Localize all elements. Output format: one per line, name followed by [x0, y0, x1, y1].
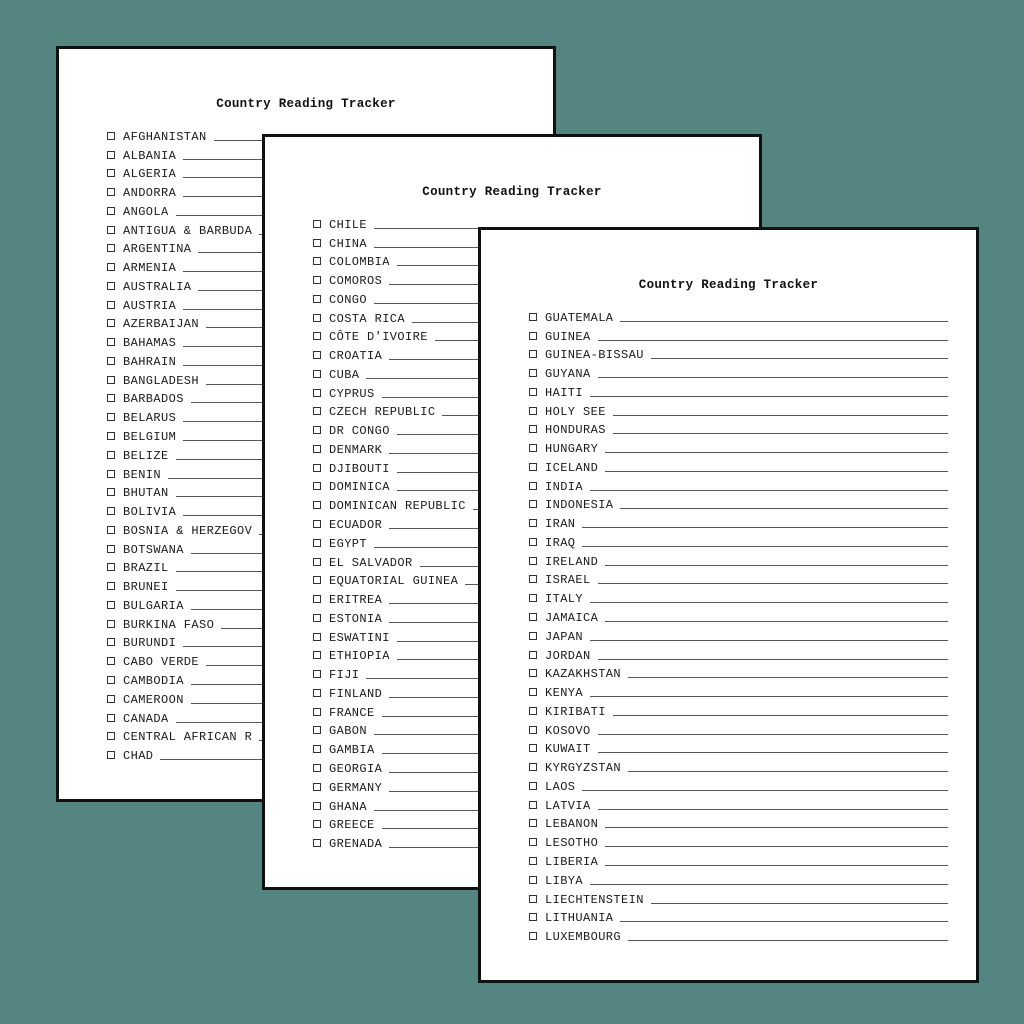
- checkbox[interactable]: [313, 332, 321, 340]
- checkbox[interactable]: [529, 857, 537, 865]
- country-name: BELGIUM: [123, 430, 177, 445]
- country-row: [529, 681, 948, 700]
- country-name: LATVIA: [545, 798, 591, 813]
- checkbox[interactable]: [107, 620, 115, 628]
- notes-line[interactable]: [605, 471, 948, 472]
- country-name: DOMINICAN REPUBLIC: [329, 499, 466, 514]
- notes-line[interactable]: [598, 734, 948, 735]
- country-name: BENIN: [123, 467, 162, 482]
- country-name: ECUADOR: [329, 518, 383, 533]
- country-name: ANDORRA: [123, 186, 177, 201]
- country-name: BELIZE: [123, 448, 169, 463]
- country-row: [529, 494, 948, 513]
- notes-line[interactable]: [598, 752, 948, 753]
- checkbox[interactable]: [313, 351, 321, 359]
- country-name: BRAZIL: [123, 561, 169, 576]
- checkbox[interactable]: [313, 764, 321, 772]
- checkbox[interactable]: [313, 614, 321, 622]
- checkbox[interactable]: [313, 464, 321, 472]
- country-row: [529, 888, 948, 907]
- country-name: CABO VERDE: [123, 655, 200, 670]
- checkbox[interactable]: [313, 670, 321, 678]
- checkbox[interactable]: [313, 689, 321, 697]
- country-name: ITALY: [545, 592, 584, 607]
- notes-line[interactable]: [613, 415, 948, 416]
- country-name: CHAD: [123, 749, 154, 764]
- country-name: GUINEA: [545, 329, 591, 344]
- checkbox[interactable]: [313, 314, 321, 322]
- notes-line[interactable]: [590, 602, 948, 603]
- notes-line[interactable]: [605, 565, 948, 566]
- checkbox[interactable]: [529, 463, 537, 471]
- country-name: ETHIOPIA: [329, 649, 390, 664]
- checkbox[interactable]: [107, 376, 115, 384]
- checkbox[interactable]: [529, 913, 537, 921]
- country-row: [529, 325, 948, 344]
- checkbox[interactable]: [313, 708, 321, 716]
- checkbox[interactable]: [529, 688, 537, 696]
- checkbox[interactable]: [529, 763, 537, 771]
- checkbox[interactable]: [529, 388, 537, 396]
- country-name: ESTONIA: [329, 611, 383, 626]
- country-name: BAHRAIN: [123, 354, 177, 369]
- country-name: GAMBIA: [329, 743, 375, 758]
- country-name: GUATEMALA: [545, 310, 614, 325]
- checkbox[interactable]: [529, 482, 537, 490]
- sheet-title: Country Reading Tracker: [422, 185, 602, 199]
- checkbox[interactable]: [529, 350, 537, 358]
- country-row: [529, 925, 948, 944]
- country-name: ALGERIA: [123, 167, 177, 182]
- checkbox[interactable]: [529, 876, 537, 884]
- notes-line[interactable]: [620, 508, 948, 509]
- country-row: [529, 831, 948, 850]
- notes-line[interactable]: [590, 396, 948, 397]
- country-name: JORDAN: [545, 648, 591, 663]
- checkbox[interactable]: [107, 319, 115, 327]
- checkbox[interactable]: [529, 538, 537, 546]
- country-name: LIBERIA: [545, 854, 599, 869]
- checkbox[interactable]: [529, 332, 537, 340]
- country-name: GABON: [329, 724, 368, 739]
- checkbox[interactable]: [529, 782, 537, 790]
- country-name: AUSTRALIA: [123, 279, 192, 294]
- checkbox[interactable]: [313, 220, 321, 228]
- checkbox[interactable]: [107, 413, 115, 421]
- country-name: DJIBOUTI: [329, 461, 390, 476]
- checkbox[interactable]: [529, 932, 537, 940]
- checkbox[interactable]: [529, 500, 537, 508]
- checkbox[interactable]: [313, 276, 321, 284]
- country-row: [529, 587, 948, 606]
- notes-line[interactable]: [590, 640, 948, 641]
- checkbox[interactable]: [313, 539, 321, 547]
- checkbox[interactable]: [313, 651, 321, 659]
- country-row: [529, 512, 948, 531]
- country-row: [529, 644, 948, 663]
- checkbox[interactable]: [107, 169, 115, 177]
- checkbox[interactable]: [529, 838, 537, 846]
- country-name: BARBADOS: [123, 392, 184, 407]
- country-name: BURKINA FASO: [123, 617, 215, 632]
- country-name: KOSOVO: [545, 723, 591, 738]
- checkbox[interactable]: [313, 576, 321, 584]
- country-row: [529, 569, 948, 588]
- checkbox[interactable]: [107, 470, 115, 478]
- notes-line[interactable]: [605, 827, 948, 828]
- country-name: CAMEROON: [123, 692, 184, 707]
- country-row: [529, 719, 948, 738]
- country-name: ALBANIA: [123, 148, 177, 163]
- country-name: IRAQ: [545, 535, 576, 550]
- country-name: BULGARIA: [123, 598, 184, 613]
- checkbox[interactable]: [313, 482, 321, 490]
- country-name: ANTIGUA & BARBUDA: [123, 223, 253, 238]
- notes-line[interactable]: [605, 865, 948, 866]
- checkbox[interactable]: [107, 488, 115, 496]
- checkbox[interactable]: [529, 407, 537, 415]
- country-name: KAZAKHSTAN: [545, 667, 622, 682]
- country-name: GUINEA-BISSAU: [545, 348, 644, 363]
- country-name: COSTA RICA: [329, 311, 406, 326]
- country-name: AZERBAIJAN: [123, 317, 200, 332]
- country-row: [529, 531, 948, 550]
- country-name: BANGLADESH: [123, 373, 200, 388]
- checkbox[interactable]: [313, 426, 321, 434]
- country-row: [529, 663, 948, 682]
- notes-line[interactable]: [590, 490, 948, 491]
- checkbox[interactable]: [313, 558, 321, 566]
- country-row: [529, 306, 948, 325]
- checkbox[interactable]: [107, 676, 115, 684]
- checkbox[interactable]: [107, 451, 115, 459]
- notes-line[interactable]: [651, 358, 948, 359]
- checkbox[interactable]: [107, 638, 115, 646]
- country-row: [529, 437, 948, 456]
- country-row: [529, 700, 948, 719]
- country-name: HUNGARY: [545, 442, 599, 457]
- checkbox[interactable]: [107, 751, 115, 759]
- country-name: KENYA: [545, 686, 584, 701]
- checkbox[interactable]: [313, 370, 321, 378]
- checkbox[interactable]: [529, 707, 537, 715]
- checkbox[interactable]: [529, 425, 537, 433]
- checkbox[interactable]: [107, 582, 115, 590]
- country-name: DOMINICA: [329, 480, 390, 495]
- sheet-title: Country Reading Tracker: [638, 278, 819, 292]
- country-name: CUBA: [329, 367, 360, 382]
- country-name: LESOTHO: [545, 836, 599, 851]
- checkbox[interactable]: [107, 394, 115, 402]
- country-name: GERMANY: [329, 780, 383, 795]
- checkbox[interactable]: [107, 244, 115, 252]
- checkbox[interactable]: [107, 563, 115, 571]
- checkbox[interactable]: [529, 895, 537, 903]
- checkbox[interactable]: [529, 313, 537, 321]
- checkbox[interactable]: [313, 802, 321, 810]
- country-name: ERITREA: [329, 593, 383, 608]
- country-row: [529, 344, 948, 363]
- country-name: CZECH REPUBLIC: [329, 405, 436, 420]
- country-name: LIBYA: [545, 873, 584, 888]
- country-name: JAPAN: [545, 629, 584, 644]
- checkbox[interactable]: [107, 732, 115, 740]
- checkbox[interactable]: [313, 633, 321, 641]
- country-name: EQUATORIAL GUINEA: [329, 574, 459, 589]
- country-name: EGYPT: [329, 536, 368, 551]
- checkbox[interactable]: [529, 613, 537, 621]
- checkbox[interactable]: [107, 282, 115, 290]
- country-name: COMOROS: [329, 274, 383, 289]
- checkbox[interactable]: [107, 263, 115, 271]
- country-row: [529, 362, 948, 381]
- country-name: INDONESIA: [545, 498, 614, 513]
- country-name: INDIA: [545, 479, 584, 494]
- country-list: [529, 306, 948, 944]
- country-name: CENTRAL AFRICAN R: [123, 730, 253, 745]
- checkbox[interactable]: [529, 726, 537, 734]
- notes-line[interactable]: [598, 583, 948, 584]
- country-name: BHUTAN: [123, 486, 169, 501]
- country-row: [529, 419, 948, 438]
- country-name: FIJI: [329, 668, 360, 683]
- country-name: HAITI: [545, 385, 584, 400]
- country-name: ESWATINI: [329, 630, 390, 645]
- country-name: ICELAND: [545, 460, 599, 475]
- checkbox[interactable]: [107, 207, 115, 215]
- country-name: KYRGYZSTAN: [545, 761, 622, 776]
- checkbox[interactable]: [313, 595, 321, 603]
- country-name: AUSTRIA: [123, 298, 177, 313]
- checkbox[interactable]: [313, 445, 321, 453]
- country-name: CROATIA: [329, 349, 383, 364]
- country-name: AFGHANISTAN: [123, 129, 207, 144]
- country-name: KIRIBATI: [545, 704, 606, 719]
- checkbox[interactable]: [107, 507, 115, 515]
- checkbox[interactable]: [313, 726, 321, 734]
- country-name: BOSNIA & HERZEGOV: [123, 523, 253, 538]
- notes-line[interactable]: [598, 340, 948, 341]
- country-row: [529, 738, 948, 757]
- country-name: DENMARK: [329, 442, 383, 457]
- checkbox[interactable]: [529, 594, 537, 602]
- country-name: CANADA: [123, 711, 169, 726]
- country-row: [529, 400, 948, 419]
- country-name: BAHAMAS: [123, 336, 177, 351]
- notes-line[interactable]: [628, 940, 948, 941]
- country-row: [529, 475, 948, 494]
- country-row: [529, 456, 948, 475]
- notes-line[interactable]: [582, 546, 948, 547]
- country-name: ARGENTINA: [123, 242, 192, 257]
- notes-line[interactable]: [590, 884, 948, 885]
- country-name: ISRAEL: [545, 573, 591, 588]
- checkbox[interactable]: [529, 369, 537, 377]
- notes-line[interactable]: [628, 771, 948, 772]
- checkbox[interactable]: [529, 557, 537, 565]
- checkbox[interactable]: [313, 839, 321, 847]
- country-name: BURUNDI: [123, 636, 177, 651]
- checkbox[interactable]: [313, 520, 321, 528]
- country-name: GREECE: [329, 818, 375, 833]
- country-name: CÔTE D'IVOIRE: [329, 330, 428, 345]
- notes-line[interactable]: [582, 790, 948, 791]
- country-name: FRANCE: [329, 705, 375, 720]
- checkbox[interactable]: [313, 501, 321, 509]
- country-name: LITHUANIA: [545, 911, 614, 926]
- notes-line[interactable]: [582, 527, 948, 528]
- checkbox[interactable]: [529, 519, 537, 527]
- country-name: JAMAICA: [545, 611, 599, 626]
- country-name: CONGO: [329, 292, 368, 307]
- notes-line[interactable]: [598, 809, 948, 810]
- country-name: ANGOLA: [123, 204, 169, 219]
- country-name: GEORGIA: [329, 761, 383, 776]
- checkbox[interactable]: [313, 407, 321, 415]
- checkbox[interactable]: [107, 657, 115, 665]
- country-row: [529, 606, 948, 625]
- country-name: GHANA: [329, 799, 368, 814]
- country-name: KUWAIT: [545, 742, 591, 757]
- country-row: [529, 625, 948, 644]
- country-name: EL SALVADOR: [329, 555, 413, 570]
- checkbox[interactable]: [107, 188, 115, 196]
- checkbox[interactable]: [107, 301, 115, 309]
- country-name: BRUNEI: [123, 580, 169, 595]
- country-name: DR CONGO: [329, 424, 390, 439]
- country-name: BOTSWANA: [123, 542, 184, 557]
- notes-line[interactable]: [651, 903, 948, 904]
- country-row: [529, 869, 948, 888]
- checkbox[interactable]: [107, 545, 115, 553]
- country-name: LIECHTENSTEIN: [545, 892, 644, 907]
- notes-line[interactable]: [590, 696, 948, 697]
- checkbox[interactable]: [529, 575, 537, 583]
- checkbox[interactable]: [529, 801, 537, 809]
- checkbox[interactable]: [107, 601, 115, 609]
- checkbox[interactable]: [107, 132, 115, 140]
- checkbox[interactable]: [107, 226, 115, 234]
- country-name: LUXEMBOURG: [545, 930, 622, 945]
- checkbox[interactable]: [107, 357, 115, 365]
- country-name: HOLY SEE: [545, 404, 606, 419]
- country-name: FINLAND: [329, 686, 383, 701]
- notes-line[interactable]: [598, 659, 948, 660]
- country-row: [529, 550, 948, 569]
- checkbox[interactable]: [313, 257, 321, 265]
- country-row: [529, 813, 948, 832]
- country-name: BOLIVIA: [123, 505, 177, 520]
- checkbox[interactable]: [107, 338, 115, 346]
- country-name: IRELAND: [545, 554, 599, 569]
- checkbox[interactable]: [313, 295, 321, 303]
- checkbox[interactable]: [107, 151, 115, 159]
- country-name: BELARUS: [123, 411, 177, 426]
- checkbox[interactable]: [107, 714, 115, 722]
- country-row: [529, 381, 948, 400]
- country-name: CAMBODIA: [123, 673, 184, 688]
- checkbox[interactable]: [107, 695, 115, 703]
- country-row: [529, 850, 948, 869]
- checkbox[interactable]: [313, 783, 321, 791]
- country-name: LAOS: [545, 779, 576, 794]
- checkbox[interactable]: [313, 389, 321, 397]
- notes-line[interactable]: [620, 921, 948, 922]
- notes-line[interactable]: [613, 433, 948, 434]
- tracker-sheet-3: [478, 227, 979, 983]
- country-name: CHINA: [329, 236, 368, 251]
- country-row: [529, 794, 948, 813]
- checkbox[interactable]: [313, 745, 321, 753]
- notes-line[interactable]: [620, 321, 948, 322]
- country-name: ARMENIA: [123, 261, 177, 276]
- checkbox[interactable]: [529, 651, 537, 659]
- checkbox[interactable]: [529, 669, 537, 677]
- notes-line[interactable]: [605, 846, 948, 847]
- country-name: IRAN: [545, 517, 576, 532]
- checkbox[interactable]: [313, 239, 321, 247]
- country-name: GRENADA: [329, 837, 383, 852]
- country-row: [529, 775, 948, 794]
- checkbox[interactable]: [529, 744, 537, 752]
- country-name: CHILE: [329, 217, 368, 232]
- notes-line[interactable]: [598, 377, 948, 378]
- notes-line[interactable]: [628, 677, 948, 678]
- country-name: GUYANA: [545, 367, 591, 382]
- notes-line[interactable]: [605, 621, 948, 622]
- checkbox[interactable]: [529, 444, 537, 452]
- checkbox[interactable]: [529, 819, 537, 827]
- checkbox[interactable]: [107, 432, 115, 440]
- country-row: [529, 907, 948, 926]
- country-name: CYPRUS: [329, 386, 375, 401]
- checkbox[interactable]: [107, 526, 115, 534]
- notes-line[interactable]: [605, 452, 948, 453]
- country-name: HONDURAS: [545, 423, 606, 438]
- sheet-title: Country Reading Tracker: [216, 97, 396, 111]
- checkbox[interactable]: [313, 820, 321, 828]
- country-name: LEBANON: [545, 817, 599, 832]
- country-name: COLOMBIA: [329, 255, 390, 270]
- checkbox[interactable]: [529, 632, 537, 640]
- country-row: [529, 756, 948, 775]
- notes-line[interactable]: [613, 715, 948, 716]
